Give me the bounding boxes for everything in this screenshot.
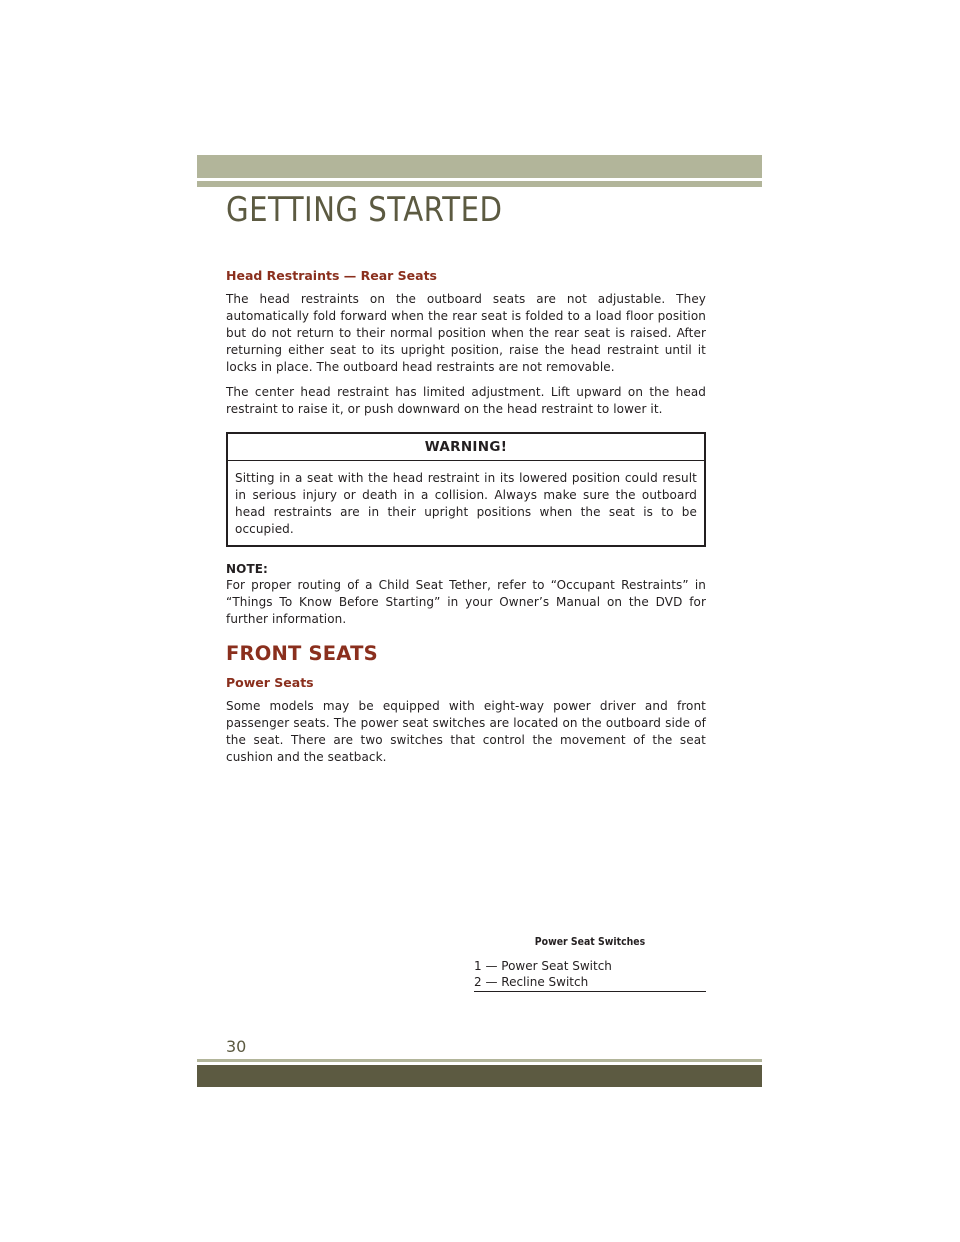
power-seats-heading: Power Seats <box>226 675 314 690</box>
note-label: NOTE: <box>226 562 268 576</box>
warning-box <box>226 432 706 547</box>
section-title: GETTING STARTED <box>226 190 503 230</box>
figure-callouts <box>474 959 706 990</box>
callout-power-seat-switch: 1 — Power Seat Switch <box>474 959 612 973</box>
page-number: 30 <box>226 1037 247 1056</box>
rear-head-restraints-paragraph-1: The head restraints on the outboard seats are not adjustable. They automatically fold forward when the rear seat is folded to a load floor position but do not return to their normal position when the rear seat is raised. After returning either seat to its upright position, raise the head restraint until it locks in place. The outboard head restraints are not removable. <box>226 292 706 374</box>
rear-head-restraints-heading: Head Restraints — Rear Seats <box>226 268 437 283</box>
callout-rule <box>474 991 706 992</box>
rear-head-restraints-paragraph-2: The center head restraint has limited adjustment. Lift upward on the head restraint to raise it, or push downward on the head restraint to lower it. <box>226 385 706 416</box>
front-seats-heading: FRONT SEATS <box>226 642 378 665</box>
power-seats-paragraph: Some models may be equipped with eight-way power driver and front passenger seats. The power seat switches are located on the outboard side of the seat. There are two switches that control the movement of the seat cushion and the seatback. <box>226 699 706 764</box>
header-rule <box>197 181 762 187</box>
note-text: For proper routing of a Child Seat Tether, refer to “Occupant Restraints” in “Things To Know Before Starting” in your Owner’s Manual on the DVD for further information. <box>226 578 706 626</box>
page-content <box>226 268 706 774</box>
figure-caption: Power Seat Switches <box>534 935 646 948</box>
header-band <box>197 155 762 178</box>
footer-rule <box>197 1059 762 1062</box>
warning-text: Sitting in a seat with the head restraint in its lowered position could result in serious injury or death in a collision. Always make sure the outboard head restraints are in their upright positions when the seat is to be occupied. <box>235 471 697 536</box>
footer-band <box>197 1065 762 1087</box>
warning-title: WARNING! <box>228 434 704 461</box>
callout-recline-switch: 2 — Recline Switch <box>474 974 589 989</box>
